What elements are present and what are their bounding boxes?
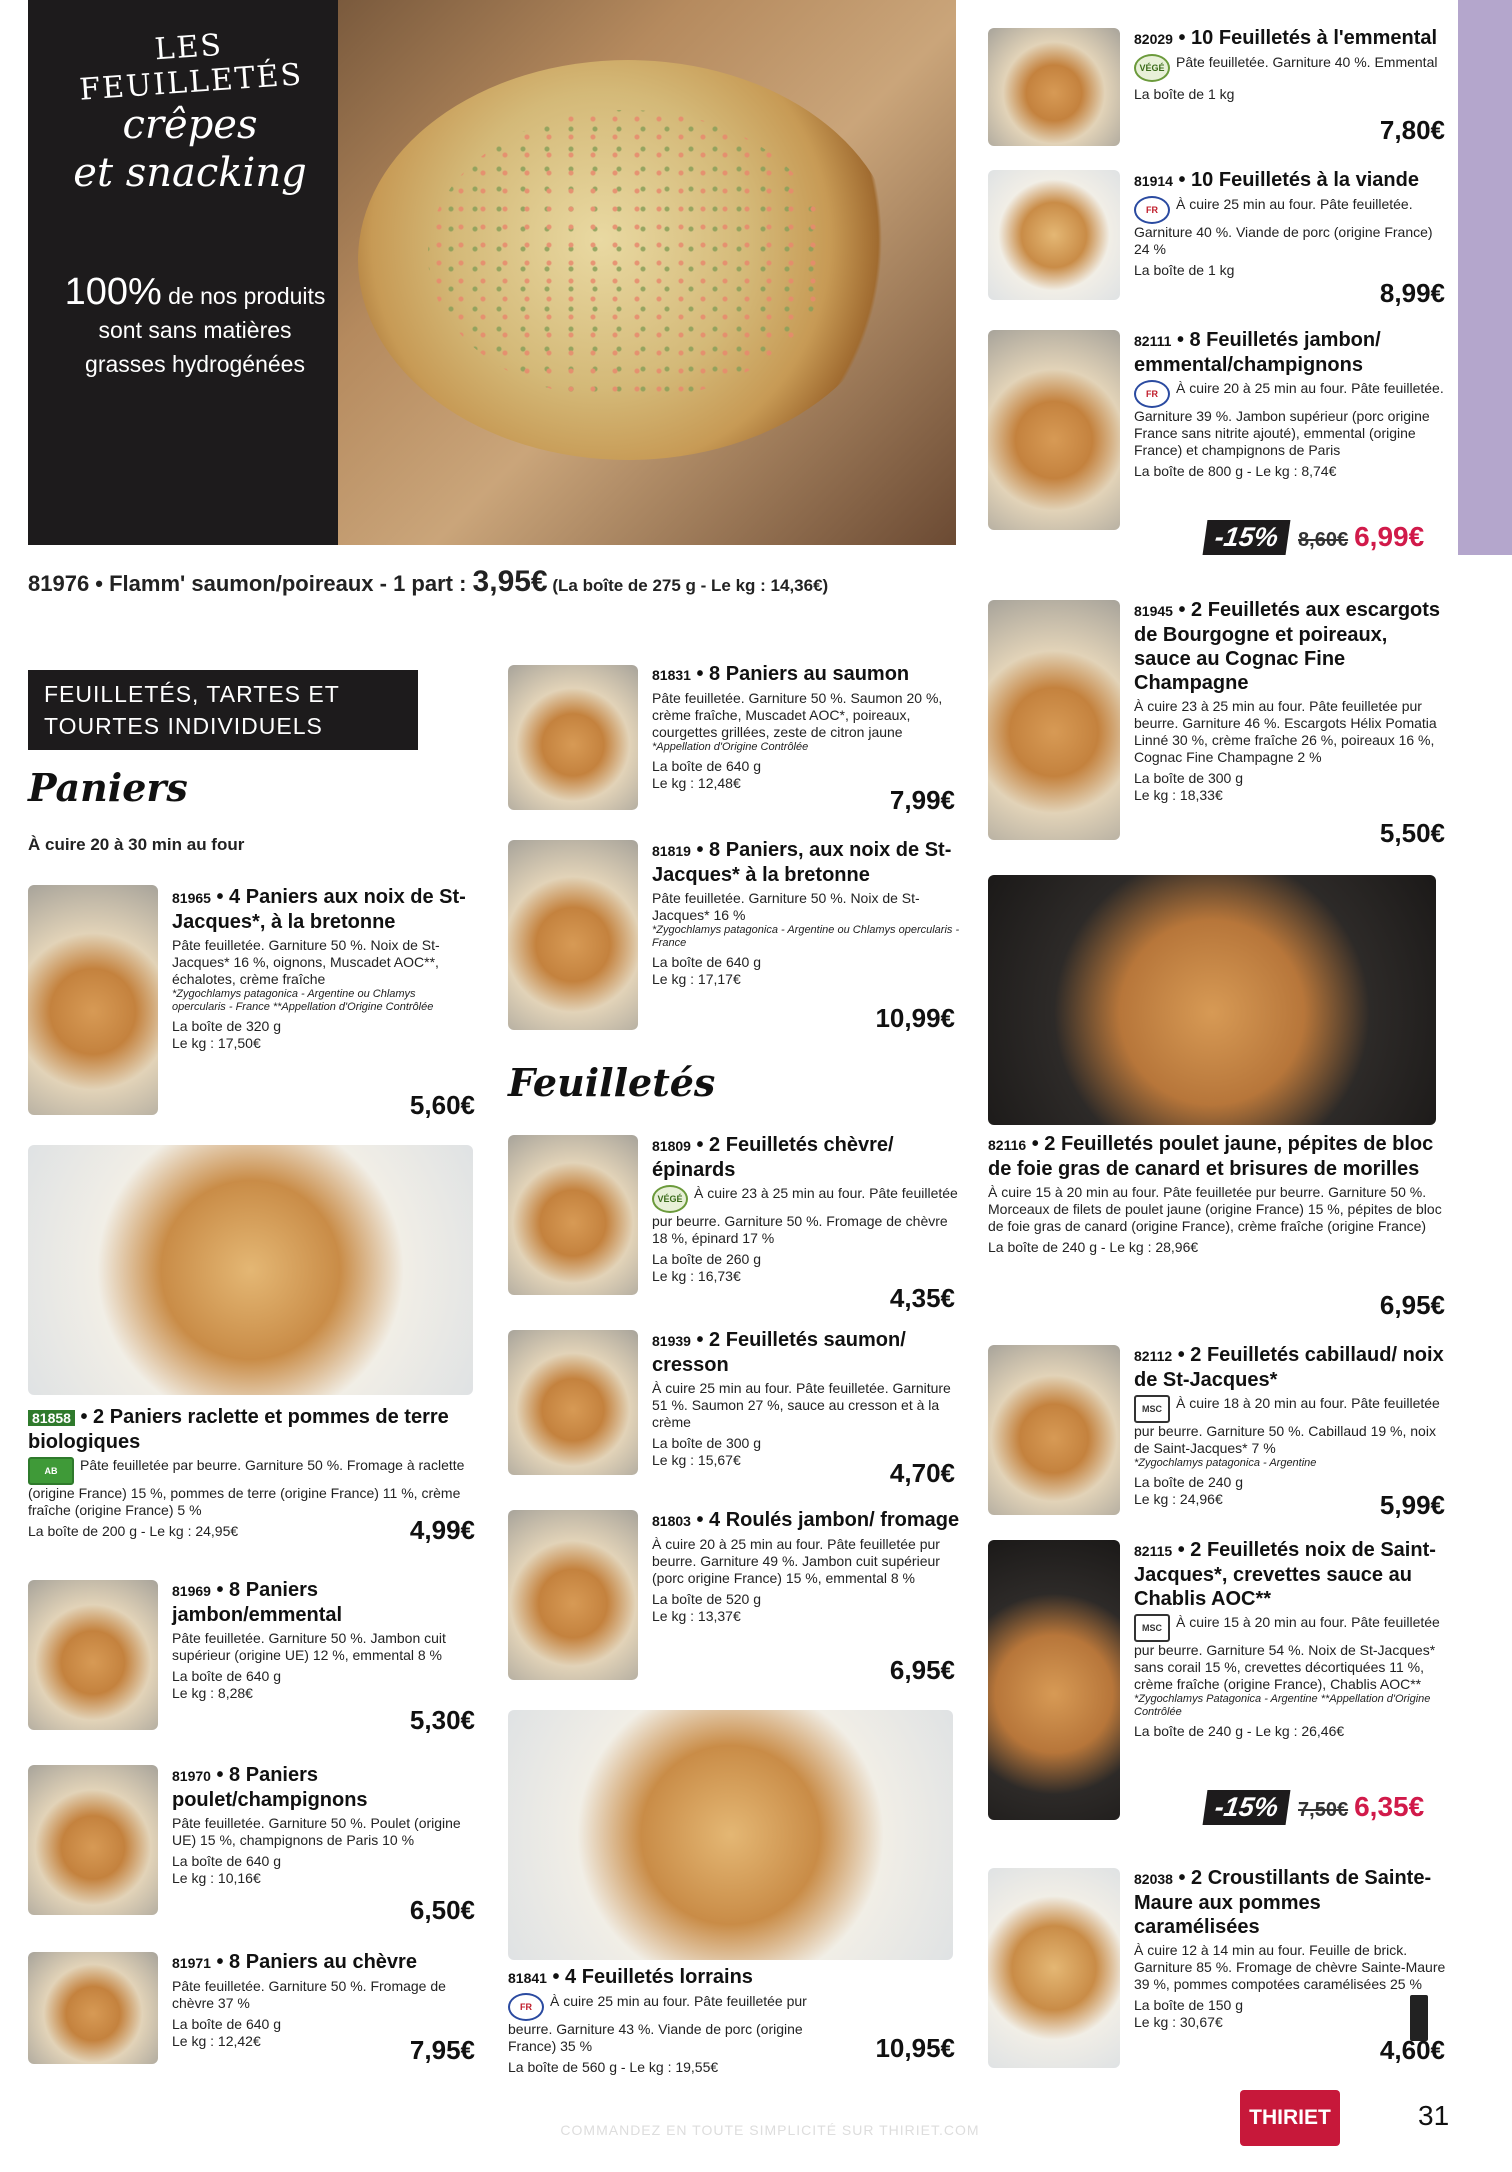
product-price-per-kg: Le kg : 12,48€ xyxy=(652,775,741,791)
product-title: 81841 • 4 Feuilletés lorrains xyxy=(508,1966,753,1988)
product-image-81945 xyxy=(988,600,1120,840)
product-price-82112: 5,99€ xyxy=(1379,1490,1445,1520)
hero-title-line1: LES FEUILLETÉS xyxy=(78,27,305,108)
product-81914 xyxy=(1134,168,1449,279)
tart-topping xyxy=(428,110,828,400)
product-image-81971 xyxy=(28,1952,158,2064)
product-81819 xyxy=(652,838,962,988)
product-price-per-kg: Le kg : 24,96€ xyxy=(1134,1491,1223,1507)
product-box-weight: La boîte de 260 g xyxy=(652,1251,761,1267)
product-image-81831 xyxy=(508,665,638,810)
product-description: Pâte feuilletée. Garniture 50 %. Noix de St-Jacques* 16 % xyxy=(652,890,920,923)
product-price-per-kg: Le kg : 17,50€ xyxy=(172,1035,261,1051)
new-price: 6,99€ xyxy=(1354,521,1425,552)
product-description: FR À cuire 20 à 25 min au four. Pâte feuilletée. Garniture 39 %. Jambon supérieur (porc origine France sans nitrite ajouté), emmental (origine France) et champignons de Paris xyxy=(1134,380,1444,458)
product-description: VÉGÉ À cuire 23 à 25 min au four. Pâte feuilletée pur beurre. Garniture 50 %. Fromage de chèvre 18 %, épinard 17 % xyxy=(652,1185,958,1246)
product-box-weight: La boîte de 560 g - Le kg : 19,55€ xyxy=(508,2059,719,2075)
product-price-82029: 7,80€ xyxy=(1379,115,1445,145)
product-image-81803 xyxy=(508,1510,638,1680)
product-price-81969: 5,30€ xyxy=(409,1705,475,1735)
product-title: 82038 • 2 Croustillants de Sainte-Maure aux pommes caramélisées xyxy=(1134,1867,1432,1938)
hero-photo-flamm xyxy=(338,0,956,545)
product-box-weight: La boîte de 1 kg xyxy=(1134,86,1235,102)
product-image-81965 xyxy=(28,885,158,1115)
product-price-81970: 6,50€ xyxy=(409,1895,475,1925)
main-caption-code: 81976 xyxy=(28,571,90,596)
product-description: Pâte feuilletée. Garniture 50 %. Noix de St-Jacques* 16 %, oignons, Muscadet AOC**, échalotes, crème fraîche xyxy=(172,937,440,987)
discount-badge: -15% xyxy=(1203,520,1291,555)
product-image-82111 xyxy=(988,330,1120,530)
product-price-81965: 5,60€ xyxy=(409,1090,475,1120)
origin-france-label-icon: FR xyxy=(508,1993,544,2021)
product-description: Pâte feuilletée. Garniture 50 %. Poulet (origine UE) 15 %, champignons de Paris 10 % xyxy=(172,1815,461,1848)
product-title: 81858 • 2 Paniers raclette et pommes de terre biologiques xyxy=(28,1406,449,1453)
product-price-per-kg: Le kg : 8,28€ xyxy=(172,1685,253,1701)
product-price-per-kg: Le kg : 16,73€ xyxy=(652,1268,741,1284)
product-82115 xyxy=(1134,1538,1449,1740)
product-price-per-kg: Le kg : 12,42€ xyxy=(172,2033,261,2049)
product-price-per-kg: Le kg : 30,67€ xyxy=(1134,2014,1223,2030)
product-note: *Zygochlamys Patagonica - Argentine **Appellation d'Origine Contrôlée xyxy=(1134,1693,1431,1718)
product-image-81914 xyxy=(988,170,1120,300)
product-box-weight: La boîte de 150 g xyxy=(1134,1997,1243,2013)
product-title: 81939 • 2 Feuilletés saumon/ cresson xyxy=(652,1329,906,1376)
main-caption-price: 3,95€ xyxy=(472,565,548,598)
new-price: 6,35€ xyxy=(1354,1791,1425,1822)
product-note: *Zygochlamys patagonica - Argentine xyxy=(1134,1457,1317,1469)
product-image-81809 xyxy=(508,1135,638,1295)
product-price-81819: 10,99€ xyxy=(875,1003,955,1033)
product-82112 xyxy=(1134,1343,1449,1508)
product-82038 xyxy=(1134,1866,1449,2031)
product-price-82116: 6,95€ xyxy=(1379,1290,1445,1320)
product-box-weight: La boîte de 800 g - Le kg : 8,74€ xyxy=(1134,463,1337,479)
product-title: 81914 • 10 Feuilletés à la viande xyxy=(1134,169,1419,191)
product-image-82029 xyxy=(988,28,1120,146)
product-description: FR À cuire 25 min au four. Pâte feuilletée pur beurre. Garniture 43 %. Viande de porc (origine France) 35 % xyxy=(508,1993,807,2054)
product-price-81914: 8,99€ xyxy=(1379,278,1445,308)
section-band: FEUILLETÉS, TARTES ET TOURTES INDIVIDUELS xyxy=(28,670,418,750)
product-box-weight: La boîte de 320 g xyxy=(172,1018,281,1034)
product-81939 xyxy=(652,1328,962,1469)
product-title: 81971 • 8 Paniers au chèvre xyxy=(172,1951,417,1973)
product-82116 xyxy=(988,1132,1448,1256)
product-title: 82116 • 2 Feuilletés poulet jaune, pépites de bloc de foie gras de canard et brisures de morilles xyxy=(988,1133,1434,1180)
old-price: 8,60€ xyxy=(1298,529,1349,551)
product-description: À cuire 25 min au four. Pâte feuilletée. Garniture 51 %. Saumon 27 %, sauce au cresson et à la crème xyxy=(652,1380,951,1430)
product-description: AB Pâte feuilletée par beurre. Garniture 50 %. Fromage à raclette (origine France) 15 %, pommes de terre (origine France) 11 %, crème fraîche (origine France) 5 % xyxy=(28,1457,465,1518)
product-81970 xyxy=(172,1763,472,1887)
footer-line: COMMANDEZ EN TOUTE SIMPLICITÉ SUR THIRIET.COM xyxy=(560,2122,980,2138)
product-description: VÉGÉ Pâte feuilletée. Garniture 40 %. Emmental xyxy=(1134,54,1449,82)
product-description: À cuire 23 à 25 min au four. Pâte feuilletée pur beurre. Garniture 46 %. Escargots Hélix Pomatia Linné 30 %, crème fraîche 26 %, poireaux 16 %, Cognac Fine Champagne 2 % xyxy=(1134,698,1437,765)
product-title: 81803 • 4 Roulés jambon/ fromage xyxy=(652,1509,960,1531)
product-box-weight: La boîte de 240 g - Le kg : 28,96€ xyxy=(988,1239,1199,1255)
product-title: 82111 • 8 Feuilletés jambon/ emmental/champignons xyxy=(1134,329,1381,376)
product-81809 xyxy=(652,1133,962,1285)
product-81965 xyxy=(172,885,472,1052)
product-81803 xyxy=(652,1508,962,1625)
product-price-81939: 4,70€ xyxy=(889,1458,955,1488)
product-price-81831: 7,99€ xyxy=(889,785,955,815)
product-title: 82029 • 10 Feuilletés à l'emmental xyxy=(1134,27,1438,49)
product-image-82112 xyxy=(988,1345,1120,1515)
product-promo-82111 xyxy=(1205,520,1424,555)
fishing-boat-label-icon: MSC xyxy=(1134,1395,1170,1423)
product-image-82115 xyxy=(988,1540,1120,1820)
product-promo-82115 xyxy=(1205,1790,1424,1825)
product-description: MSC À cuire 15 à 20 min au four. Pâte feuilletée pur beurre. Garniture 54 %. Noix de St-Jacques* sans corail 15 %, crevettes décortiquées 11 %, crème fraîche (origine France), Chablis AOC** xyxy=(1134,1614,1440,1692)
product-price-81945: 5,50€ xyxy=(1379,818,1445,848)
page-number: 31 xyxy=(1418,2100,1450,2131)
product-title: 82115 • 2 Feuilletés noix de Saint-Jacques*, crevettes sauce au Chablis AOC** xyxy=(1134,1539,1436,1610)
paniers-heading: Paniers xyxy=(28,765,188,810)
origin-france-label-icon: FR xyxy=(1134,196,1170,224)
product-image-81970 xyxy=(28,1765,158,1915)
product-price-per-kg: Le kg : 10,16€ xyxy=(172,1870,261,1886)
product-81969 xyxy=(172,1578,472,1702)
product-description: Pâte feuilletée. Garniture 50 %. Jambon cuit supérieur (origine UE) 12 %, emmental 8 % xyxy=(172,1630,446,1663)
product-box-weight: La boîte de 640 g xyxy=(652,954,761,970)
brand-logo: THIRIET xyxy=(1240,2090,1340,2146)
old-price: 7,50€ xyxy=(1298,1799,1349,1821)
product-description: FR À cuire 25 min au four. Pâte feuilletée. Garniture 40 %. Viande de porc (origine France) 24 % xyxy=(1134,196,1433,257)
main-caption xyxy=(28,565,948,599)
product-note: *Appellation d'Origine Contrôlée xyxy=(652,741,809,753)
product-box-weight: La boîte de 640 g xyxy=(172,1853,281,1869)
product-81841 xyxy=(508,1965,848,2076)
product-box-weight: La boîte de 520 g xyxy=(652,1591,761,1607)
product-image-81841 xyxy=(508,1710,953,1960)
product-description: À cuire 20 à 25 min au four. Pâte feuilletée pur beurre. Garniture 49 %. Jambon cuit supérieur (porc origine France) 15 %, emmental 8 % xyxy=(652,1536,940,1586)
product-image-81969 xyxy=(28,1580,158,1730)
vegetarian-label-icon: VÉGÉ xyxy=(1134,54,1170,82)
organic-label-icon: AB xyxy=(28,1457,74,1485)
hero-title-line3: et snacking xyxy=(73,150,307,196)
product-title: 81945 • 2 Feuilletés aux escargots de Bourgogne et poireaux, sauce au Cognac Fine Champagne xyxy=(1134,599,1441,694)
product-81831 xyxy=(652,662,962,792)
product-image-81939 xyxy=(508,1330,638,1475)
product-image-82116 xyxy=(988,875,1436,1125)
product-title: 81831 • 8 Paniers au saumon xyxy=(652,663,910,685)
product-description: À cuire 15 à 20 min au four. Pâte feuilletée pur beurre. Garniture 50 %. Morceaux de filets de poulet jaune (origine France) 15 %, pépites de bloc de foie gras de canard (origine France), crème fraîche (origine France) xyxy=(988,1184,1442,1234)
product-description: Pâte feuilletée. Garniture 50 %. Saumon 20 %, crème fraîche, Muscadet AOC*, poireaux, courgettes grillées, zeste de citron jaune xyxy=(652,690,943,740)
origin-france-label-icon: FR xyxy=(1134,380,1170,408)
fishing-boat-label-icon: MSC xyxy=(1134,1614,1170,1642)
product-box-weight: La boîte de 640 g xyxy=(172,2016,281,2032)
feuilletes-heading: Feuilletés xyxy=(508,1060,716,1105)
product-82111 xyxy=(1134,328,1449,480)
product-price-per-kg: Le kg : 18,33€ xyxy=(1134,787,1223,803)
product-title: 81970 • 8 Paniers poulet/champignons xyxy=(172,1764,368,1811)
product-price-82038: 4,60€ xyxy=(1379,2035,1445,2065)
hero-claim-text: de nos produits sont sans matières grasses hydrogénées xyxy=(85,283,326,377)
product-price-81971: 7,95€ xyxy=(409,2035,475,2065)
product-box-weight: La boîte de 240 g - Le kg : 26,46€ xyxy=(1134,1723,1345,1739)
vegetarian-label-icon: VÉGÉ xyxy=(652,1185,688,1213)
discount-badge: -15% xyxy=(1203,1790,1291,1825)
hero-claim-percent: 100% xyxy=(64,271,162,313)
product-image-81858 xyxy=(28,1145,473,1395)
product-note: *Zygochlamys patagonica - Argentine ou Chlamys opercularis - France **Appellation d'Origine Contrôlée xyxy=(172,988,434,1013)
product-title: 81809 • 2 Feuilletés chèvre/épinards xyxy=(652,1134,894,1181)
product-title: 81969 • 8 Paniers jambon/emmental xyxy=(172,1579,343,1626)
product-box-weight: La boîte de 640 g xyxy=(172,1668,281,1684)
product-82029 xyxy=(1134,26,1449,103)
product-price-81803: 6,95€ xyxy=(889,1655,955,1685)
product-price-per-kg: Le kg : 15,67€ xyxy=(652,1452,741,1468)
product-price-81809: 4,35€ xyxy=(889,1283,955,1313)
product-box-weight: La boîte de 300 g xyxy=(652,1435,761,1451)
product-description: MSC À cuire 18 à 20 min au four. Pâte feuilletée pur beurre. Garniture 50 %. Cabillaud 19 %, noix de Saint-Jacques* 7 % xyxy=(1134,1395,1440,1456)
hero-title-line2: crêpes xyxy=(122,102,258,148)
product-price-81841: 10,95€ xyxy=(875,2033,955,2063)
product-title: 81819 • 8 Paniers, aux noix de St-Jacques* à la bretonne xyxy=(652,839,952,886)
product-note: *Zygochlamys patagonica - Argentine ou Chlamys opercularis - France xyxy=(652,924,960,949)
main-caption-details: (La boîte de 275 g - Le kg : 14,36€) xyxy=(547,576,829,595)
product-description: Pâte feuilletée. Garniture 50 %. Fromage de chèvre 37 % xyxy=(172,1978,446,2011)
product-image-81819 xyxy=(508,840,638,1030)
product-box-weight: La boîte de 240 g xyxy=(1134,1474,1243,1490)
product-81945 xyxy=(1134,598,1449,804)
product-title: 81965 • 4 Paniers aux noix de St-Jacques*, à la bretonne xyxy=(172,886,466,933)
product-title: 82112 • 2 Feuilletés cabillaud/ noix de St-Jacques* xyxy=(1134,1344,1444,1391)
main-caption-text: • Flamm' saumon/poireaux - 1 part : xyxy=(89,571,473,596)
product-price-per-kg: Le kg : 17,17€ xyxy=(652,971,741,987)
product-box-weight: La boîte de 640 g xyxy=(652,758,761,774)
product-price-81858: 4,99€ xyxy=(409,1515,475,1545)
paniers-subheading: À cuire 20 à 30 min au four xyxy=(28,835,245,854)
hero-title xyxy=(60,27,320,196)
product-description: À cuire 12 à 14 min au four. Feuille de brick. Garniture 85 %. Fromage de chèvre Sainte-Maure 39 %, pommes compotées caramélisées 25 % xyxy=(1134,1942,1446,1992)
product-box-weight: La boîte de 300 g xyxy=(1134,770,1243,786)
side-tab xyxy=(1458,0,1512,555)
product-box-weight: La boîte de 1 kg xyxy=(1134,262,1235,278)
hero-claim xyxy=(60,271,330,381)
product-box-weight: La boîte de 200 g - Le kg : 24,95€ xyxy=(28,1523,239,1539)
product-image-82038 xyxy=(988,1868,1120,2068)
product-price-per-kg: Le kg : 13,37€ xyxy=(652,1608,741,1624)
